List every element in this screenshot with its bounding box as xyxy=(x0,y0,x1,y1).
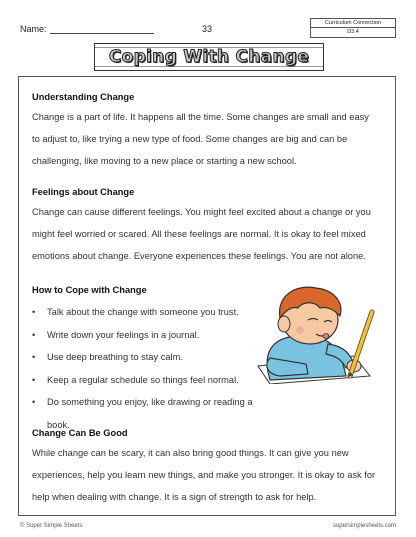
section-good xyxy=(32,428,388,508)
section-heading: Feelings about Change xyxy=(32,187,135,197)
cheek-shape xyxy=(296,326,304,334)
paragraph-line: Change is a part of life. It happens all the time. Some changes are small and easy xyxy=(32,112,369,122)
paragraph-line: challenging, like moving to a new place or starting a new school. xyxy=(32,156,297,166)
section-feelings xyxy=(32,187,388,267)
section-heading: How to Cope with Change xyxy=(32,285,147,295)
paragraph-line: to adjust to, like trying a new type of food. Some changes are big and can be xyxy=(32,134,348,144)
list-item: • Talk about the change with someone you trust. xyxy=(32,301,262,324)
curriculum-code: D3.4 xyxy=(347,29,359,36)
section-heading: Understanding Change xyxy=(32,92,135,102)
paragraph-line: emotions about change. Everyone experiences these feelings. You are not alone. xyxy=(32,251,366,261)
list-item: • Do something you enjoy, like drawing or reading a book. xyxy=(32,391,262,436)
coping-list xyxy=(32,301,262,436)
section-heading: Change Can Be Good xyxy=(32,428,128,438)
tongue-shape xyxy=(323,334,329,339)
paragraph-line: might feel worried or scared. All these feelings are normal. It is okay to feel mixed xyxy=(32,229,366,239)
list-item: • Write down your feelings in a journal. xyxy=(32,324,262,347)
footer-copyright: © Super Simple Sheets xyxy=(20,523,83,529)
section-cope xyxy=(32,285,262,436)
curriculum-connection-box xyxy=(310,18,396,38)
paragraph-line: Change can cause different feelings. You might feel excited about a change or you xyxy=(32,207,371,217)
section-understanding xyxy=(32,92,388,172)
page-header xyxy=(0,0,416,44)
curriculum-title: Curriculum Connection xyxy=(311,19,395,28)
boy-writing-illustration xyxy=(250,280,386,384)
list-item: • Use deep breathing to stay calm. xyxy=(32,346,262,369)
footer-site[interactable]: supersimplesheets.com xyxy=(332,523,396,529)
title-banner xyxy=(94,43,324,71)
paragraph-line: help when dealing with change. It is a sign of strength to ask for help. xyxy=(32,492,317,502)
name-label: Name: xyxy=(20,24,47,34)
page-title: Coping With Change xyxy=(108,47,310,67)
paragraph-line: experiences, help you learn new things, and make you stronger. It is okay to ask for xyxy=(32,470,376,480)
name-line[interactable] xyxy=(50,33,154,34)
paragraph-line: While change can be scary, it can also bring good things. It can give you new xyxy=(32,448,349,458)
page-number: 33 xyxy=(202,24,213,34)
list-item: • Keep a regular schedule so things feel normal. xyxy=(32,369,262,392)
